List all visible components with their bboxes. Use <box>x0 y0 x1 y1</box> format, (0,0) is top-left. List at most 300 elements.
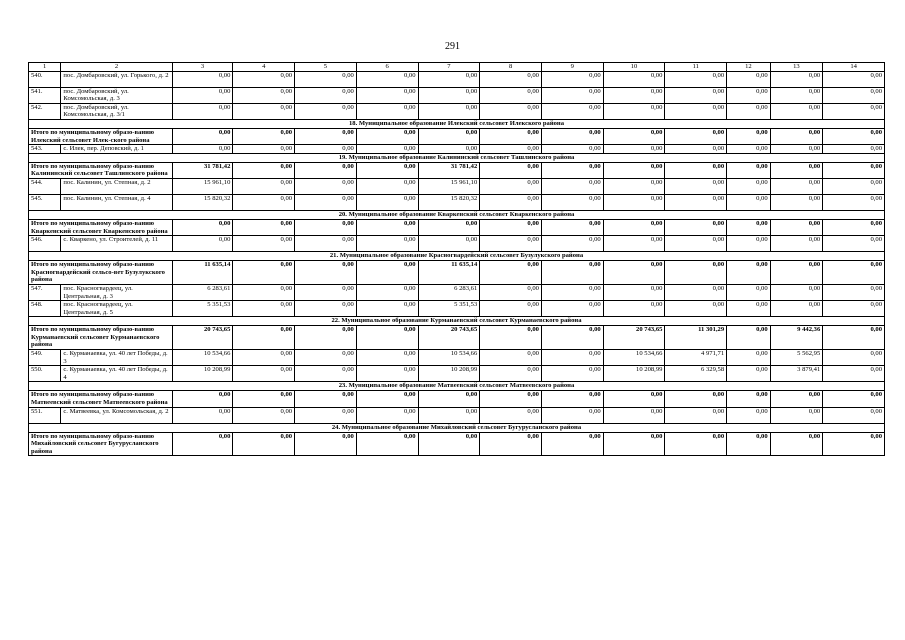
total-value-col-7: 0,00 <box>418 391 480 407</box>
total-value-col-11: 0,00 <box>665 261 727 285</box>
cost-value-col-12: 0,00 <box>727 407 771 423</box>
building-address: пос. Домбаровский, ул. Комсомольская, д. 3/1 <box>61 103 172 119</box>
total-value-col-6: 0,00 <box>356 219 418 235</box>
cost-value-col-9: 0,00 <box>541 350 603 366</box>
total-value-col-5: 0,00 <box>295 162 357 178</box>
cost-value-col-11: 6 329,58 <box>665 366 727 382</box>
total-label: Итого по муниципальному образо-ванию Красногвардейский сельсо-вет Бузулукского района <box>29 261 173 285</box>
section-header-row <box>29 119 885 128</box>
cost-value-col-12: 0,00 <box>727 350 771 366</box>
municipality-total-row <box>29 391 885 407</box>
total-value-col-12: 0,00 <box>727 128 771 144</box>
row-number: 550. <box>29 366 61 382</box>
cost-value-col-11: 0,00 <box>665 103 727 119</box>
cost-value-col-7: 0,00 <box>418 87 480 103</box>
table-row <box>29 284 885 300</box>
cost-value-col-3: 6 283,61 <box>172 284 233 300</box>
cost-value-col-3: 0,00 <box>172 71 233 87</box>
cost-value-col-12: 0,00 <box>727 71 771 87</box>
municipality-total-row <box>29 432 885 456</box>
total-value-col-7: 31 781,42 <box>418 162 480 178</box>
cost-value-col-5: 0,00 <box>295 236 357 252</box>
section-header-row <box>29 317 885 326</box>
cost-value-col-13: 0,00 <box>770 145 823 154</box>
cost-value-col-10: 0,00 <box>603 284 665 300</box>
cost-value-col-7: 0,00 <box>418 71 480 87</box>
section-header-row <box>29 210 885 219</box>
total-value-col-4: 0,00 <box>233 432 295 456</box>
section-title: 24. Муниципальное образование Михайловский сельсовет Бугурусланского района <box>29 423 885 432</box>
cost-value-col-14: 0,00 <box>823 145 885 154</box>
cost-value-col-7: 10 208,99 <box>418 366 480 382</box>
row-number: 546. <box>29 236 61 252</box>
cost-value-col-14: 0,00 <box>823 194 885 210</box>
cost-value-col-14: 0,00 <box>823 407 885 423</box>
cost-value-col-10: 0,00 <box>603 145 665 154</box>
municipality-total-row <box>29 162 885 178</box>
cost-value-col-3: 0,00 <box>172 87 233 103</box>
total-value-col-10: 0,00 <box>603 128 665 144</box>
cost-value-col-3: 0,00 <box>172 407 233 423</box>
total-value-col-3: 0,00 <box>172 432 233 456</box>
total-value-col-8: 0,00 <box>480 162 542 178</box>
total-value-col-3: 0,00 <box>172 128 233 144</box>
cost-value-col-10: 0,00 <box>603 178 665 194</box>
total-value-col-14: 0,00 <box>823 128 885 144</box>
cost-value-col-12: 0,00 <box>727 103 771 119</box>
cost-value-col-3: 0,00 <box>172 145 233 154</box>
municipality-total-row <box>29 219 885 235</box>
total-value-col-5: 0,00 <box>295 128 357 144</box>
row-number: 551. <box>29 407 61 423</box>
section-header-row <box>29 382 885 391</box>
total-value-col-9: 0,00 <box>541 326 603 350</box>
section-header-row <box>29 153 885 162</box>
total-value-col-14: 0,00 <box>823 261 885 285</box>
cost-value-col-6: 0,00 <box>356 350 418 366</box>
total-value-col-12: 0,00 <box>727 391 771 407</box>
cost-value-col-8: 0,00 <box>480 145 542 154</box>
building-address: пос. Красногвардеец, ул. Центральная, д. 5 <box>61 301 172 317</box>
cost-value-col-9: 0,00 <box>541 194 603 210</box>
total-value-col-10: 20 743,65 <box>603 326 665 350</box>
total-value-col-13: 9 442,36 <box>770 326 823 350</box>
total-value-col-8: 0,00 <box>480 128 542 144</box>
cost-value-col-4: 0,00 <box>233 87 295 103</box>
total-value-col-3: 31 781,42 <box>172 162 233 178</box>
cost-value-col-3: 0,00 <box>172 236 233 252</box>
total-value-col-11: 0,00 <box>665 128 727 144</box>
cost-value-col-6: 0,00 <box>356 236 418 252</box>
cost-value-col-7: 0,00 <box>418 236 480 252</box>
total-value-col-5: 0,00 <box>295 219 357 235</box>
building-address: с. Илек, пер. Деповский, д. 1 <box>61 145 172 154</box>
cost-value-col-13: 5 562,95 <box>770 350 823 366</box>
total-value-col-14: 0,00 <box>823 391 885 407</box>
table-row <box>29 103 885 119</box>
cost-value-col-5: 0,00 <box>295 178 357 194</box>
cost-value-col-10: 10 534,66 <box>603 350 665 366</box>
building-address: пос. Домбаровский, ул. Горького, д. 2 <box>61 71 172 87</box>
cost-value-col-10: 0,00 <box>603 236 665 252</box>
building-address: пос. Домбаровский, ул. Комсомольская, д. 3 <box>61 87 172 103</box>
cost-value-col-8: 0,00 <box>480 350 542 366</box>
total-value-col-8: 0,00 <box>480 219 542 235</box>
cost-value-col-5: 0,00 <box>295 145 357 154</box>
total-value-col-10: 0,00 <box>603 162 665 178</box>
cost-value-col-10: 10 208,99 <box>603 366 665 382</box>
register-table-body <box>29 63 885 456</box>
cost-value-col-11: 0,00 <box>665 71 727 87</box>
cost-value-col-5: 0,00 <box>295 284 357 300</box>
section-title: 19. Муниципальное образование Калининский сельсовет Ташлинского района <box>29 153 885 162</box>
total-value-col-7: 11 635,14 <box>418 261 480 285</box>
cost-value-col-3: 15 961,10 <box>172 178 233 194</box>
cost-value-col-6: 0,00 <box>356 301 418 317</box>
row-number: 545. <box>29 194 61 210</box>
cost-value-col-6: 0,00 <box>356 284 418 300</box>
building-address: пос. Калинин, ул. Степная, д. 2 <box>61 178 172 194</box>
section-title: 23. Муниципальное образование Матвеевский сельсовет Матвеевского района <box>29 382 885 391</box>
total-value-col-4: 0,00 <box>233 326 295 350</box>
total-value-col-13: 0,00 <box>770 391 823 407</box>
total-value-col-10: 0,00 <box>603 219 665 235</box>
cost-value-col-11: 0,00 <box>665 87 727 103</box>
total-value-col-12: 0,00 <box>727 162 771 178</box>
cost-value-col-12: 0,00 <box>727 284 771 300</box>
cost-value-col-11: 0,00 <box>665 178 727 194</box>
cost-value-col-11: 0,00 <box>665 407 727 423</box>
cost-value-col-8: 0,00 <box>480 194 542 210</box>
total-value-col-8: 0,00 <box>480 326 542 350</box>
cost-value-col-13: 0,00 <box>770 301 823 317</box>
cost-value-col-4: 0,00 <box>233 236 295 252</box>
cost-value-col-9: 0,00 <box>541 145 603 154</box>
cost-value-col-11: 0,00 <box>665 301 727 317</box>
cost-value-col-6: 0,00 <box>356 407 418 423</box>
table-row <box>29 194 885 210</box>
total-value-col-7: 0,00 <box>418 219 480 235</box>
cost-value-col-5: 0,00 <box>295 194 357 210</box>
total-value-col-11: 11 301,29 <box>665 326 727 350</box>
cost-value-col-6: 0,00 <box>356 178 418 194</box>
column-number-8: 8 <box>480 63 542 72</box>
table-row <box>29 407 885 423</box>
cost-value-col-4: 0,00 <box>233 284 295 300</box>
total-value-col-13: 0,00 <box>770 128 823 144</box>
total-value-col-6: 0,00 <box>356 432 418 456</box>
column-number-12: 12 <box>727 63 771 72</box>
total-label: Итого по муниципальному образо-ванию Матвеевский сельсовет Матвеевского района <box>29 391 173 407</box>
cost-value-col-9: 0,00 <box>541 407 603 423</box>
column-number-9: 9 <box>541 63 603 72</box>
total-value-col-11: 0,00 <box>665 219 727 235</box>
table-row <box>29 236 885 252</box>
cost-value-col-9: 0,00 <box>541 71 603 87</box>
column-number-11: 11 <box>665 63 727 72</box>
section-header-row <box>29 252 885 261</box>
cost-value-col-13: 0,00 <box>770 236 823 252</box>
column-number-4: 4 <box>233 63 295 72</box>
table-row <box>29 71 885 87</box>
column-number-6: 6 <box>356 63 418 72</box>
total-value-col-3: 20 743,65 <box>172 326 233 350</box>
cost-value-col-10: 0,00 <box>603 87 665 103</box>
cost-value-col-5: 0,00 <box>295 350 357 366</box>
cost-value-col-13: 0,00 <box>770 284 823 300</box>
cost-value-col-14: 0,00 <box>823 178 885 194</box>
total-value-col-9: 0,00 <box>541 128 603 144</box>
total-label: Итого по муниципальному образо-ванию Илекский сельсовет Илек-ского района <box>29 128 173 144</box>
cost-value-col-3: 0,00 <box>172 103 233 119</box>
municipality-total-row <box>29 128 885 144</box>
cost-value-col-5: 0,00 <box>295 87 357 103</box>
total-value-col-8: 0,00 <box>480 391 542 407</box>
total-value-col-9: 0,00 <box>541 261 603 285</box>
row-number: 540. <box>29 71 61 87</box>
total-value-col-10: 0,00 <box>603 261 665 285</box>
cost-value-col-9: 0,00 <box>541 87 603 103</box>
cost-value-col-7: 5 351,53 <box>418 301 480 317</box>
cost-value-col-9: 0,00 <box>541 178 603 194</box>
cost-value-col-4: 0,00 <box>233 407 295 423</box>
register-table <box>28 62 885 456</box>
column-number-13: 13 <box>770 63 823 72</box>
cost-value-col-10: 0,00 <box>603 103 665 119</box>
building-address: пос. Красногвардеец, ул. Центральная, д. 3 <box>61 284 172 300</box>
section-title: 20. Муниципальное образование Кваркенский сельсовет Кваркенского района <box>29 210 885 219</box>
cost-value-col-4: 0,00 <box>233 350 295 366</box>
cost-value-col-10: 0,00 <box>603 301 665 317</box>
cost-value-col-12: 0,00 <box>727 301 771 317</box>
total-value-col-4: 0,00 <box>233 261 295 285</box>
total-value-col-6: 0,00 <box>356 162 418 178</box>
cost-value-col-8: 0,00 <box>480 103 542 119</box>
cost-value-col-12: 0,00 <box>727 178 771 194</box>
cost-value-col-13: 3 879,41 <box>770 366 823 382</box>
cost-value-col-9: 0,00 <box>541 103 603 119</box>
total-value-col-9: 0,00 <box>541 219 603 235</box>
cost-value-col-12: 0,00 <box>727 145 771 154</box>
row-number: 547. <box>29 284 61 300</box>
total-value-col-7: 0,00 <box>418 128 480 144</box>
cost-value-col-10: 0,00 <box>603 407 665 423</box>
cost-value-col-6: 0,00 <box>356 366 418 382</box>
cost-value-col-5: 0,00 <box>295 71 357 87</box>
total-value-col-6: 0,00 <box>356 391 418 407</box>
row-number: 548. <box>29 301 61 317</box>
total-value-col-8: 0,00 <box>480 432 542 456</box>
total-label: Итого по муниципальному образо-ванию Курманаевский сельсовет Курманаевского района <box>29 326 173 350</box>
column-number-10: 10 <box>603 63 665 72</box>
cost-value-col-4: 0,00 <box>233 103 295 119</box>
table-row <box>29 145 885 154</box>
cost-value-col-13: 0,00 <box>770 407 823 423</box>
building-address: пос. Калинин, ул. Степная, д. 4 <box>61 194 172 210</box>
total-label: Итого по муниципальному образо-ванию Кваркенский сельсовет Кваркенского района <box>29 219 173 235</box>
total-value-col-4: 0,00 <box>233 128 295 144</box>
total-value-col-13: 0,00 <box>770 162 823 178</box>
cost-value-col-5: 0,00 <box>295 301 357 317</box>
column-number-1: 1 <box>29 63 61 72</box>
total-value-col-11: 0,00 <box>665 162 727 178</box>
cost-value-col-8: 0,00 <box>480 71 542 87</box>
cost-value-col-11: 4 971,71 <box>665 350 727 366</box>
total-value-col-5: 0,00 <box>295 391 357 407</box>
cost-value-col-8: 0,00 <box>480 366 542 382</box>
total-value-col-10: 0,00 <box>603 432 665 456</box>
building-address: с. Кваркено, ул. Строителей, д. 11 <box>61 236 172 252</box>
page-number: 291 <box>445 41 460 52</box>
cost-value-col-14: 0,00 <box>823 236 885 252</box>
cost-value-col-8: 0,00 <box>480 236 542 252</box>
total-value-col-7: 20 743,65 <box>418 326 480 350</box>
cost-value-col-13: 0,00 <box>770 87 823 103</box>
column-number-14: 14 <box>823 63 885 72</box>
total-value-col-6: 0,00 <box>356 261 418 285</box>
column-number-7: 7 <box>418 63 480 72</box>
cost-value-col-13: 0,00 <box>770 178 823 194</box>
cost-value-col-5: 0,00 <box>295 366 357 382</box>
cost-value-col-7: 15 961,10 <box>418 178 480 194</box>
column-number-header-row <box>29 63 885 72</box>
total-label: Итого по муниципальному образо-ванию Михайловский сельсовет Бугурусланского района <box>29 432 173 456</box>
cost-value-col-9: 0,00 <box>541 284 603 300</box>
section-title: 18. Муниципальное образование Илекский сельсовет Илекского района <box>29 119 885 128</box>
cost-value-col-11: 0,00 <box>665 145 727 154</box>
cost-value-col-12: 0,00 <box>727 236 771 252</box>
total-value-col-3: 11 635,14 <box>172 261 233 285</box>
total-value-col-7: 0,00 <box>418 432 480 456</box>
cost-value-col-13: 0,00 <box>770 103 823 119</box>
total-value-col-14: 0,00 <box>823 432 885 456</box>
total-value-col-5: 0,00 <box>295 326 357 350</box>
building-address: с. Курманаевка, ул. 40 лет Победы, д. 4 <box>61 366 172 382</box>
cost-value-col-9: 0,00 <box>541 236 603 252</box>
cost-value-col-4: 0,00 <box>233 194 295 210</box>
cost-value-col-8: 0,00 <box>480 301 542 317</box>
total-value-col-13: 0,00 <box>770 261 823 285</box>
total-value-col-6: 0,00 <box>356 326 418 350</box>
total-value-col-14: 0,00 <box>823 326 885 350</box>
municipality-total-row <box>29 261 885 285</box>
cost-value-col-3: 15 820,32 <box>172 194 233 210</box>
total-value-col-3: 0,00 <box>172 219 233 235</box>
cost-value-col-3: 10 534,66 <box>172 350 233 366</box>
row-number: 544. <box>29 178 61 194</box>
cost-value-col-11: 0,00 <box>665 284 727 300</box>
municipality-total-row <box>29 326 885 350</box>
row-number: 542. <box>29 103 61 119</box>
building-address: с. Курманаевка, ул. 40 лет Победы, д. 3 <box>61 350 172 366</box>
cost-value-col-14: 0,00 <box>823 71 885 87</box>
total-value-col-4: 0,00 <box>233 162 295 178</box>
total-value-col-12: 0,00 <box>727 326 771 350</box>
cost-value-col-10: 0,00 <box>603 71 665 87</box>
section-header-row <box>29 423 885 432</box>
column-number-3: 3 <box>172 63 233 72</box>
cost-value-col-8: 0,00 <box>480 284 542 300</box>
cost-value-col-3: 5 351,53 <box>172 301 233 317</box>
cost-value-col-14: 0,00 <box>823 87 885 103</box>
cost-value-col-14: 0,00 <box>823 103 885 119</box>
section-title: 21. Муниципальное образование Красногвардейский сельсовет Бузулукского района <box>29 252 885 261</box>
row-number: 549. <box>29 350 61 366</box>
row-number: 543. <box>29 145 61 154</box>
cost-value-col-4: 0,00 <box>233 178 295 194</box>
column-number-5: 5 <box>295 63 357 72</box>
table-row <box>29 350 885 366</box>
total-value-col-9: 0,00 <box>541 391 603 407</box>
total-value-col-12: 0,00 <box>727 219 771 235</box>
total-value-col-13: 0,00 <box>770 432 823 456</box>
cost-value-col-6: 0,00 <box>356 145 418 154</box>
total-value-col-4: 0,00 <box>233 219 295 235</box>
cost-value-col-6: 0,00 <box>356 87 418 103</box>
cost-value-col-5: 0,00 <box>295 103 357 119</box>
total-value-col-12: 0,00 <box>727 261 771 285</box>
total-value-col-11: 0,00 <box>665 391 727 407</box>
cost-value-col-4: 0,00 <box>233 366 295 382</box>
cost-value-col-14: 0,00 <box>823 284 885 300</box>
total-value-col-6: 0,00 <box>356 128 418 144</box>
cost-value-col-14: 0,00 <box>823 366 885 382</box>
cost-value-col-7: 0,00 <box>418 145 480 154</box>
row-number: 541. <box>29 87 61 103</box>
total-value-col-3: 0,00 <box>172 391 233 407</box>
table-row <box>29 178 885 194</box>
cost-value-col-5: 0,00 <box>295 407 357 423</box>
cost-value-col-4: 0,00 <box>233 71 295 87</box>
cost-value-col-8: 0,00 <box>480 178 542 194</box>
total-value-col-13: 0,00 <box>770 219 823 235</box>
total-value-col-12: 0,00 <box>727 432 771 456</box>
cost-value-col-8: 0,00 <box>480 407 542 423</box>
total-value-col-4: 0,00 <box>233 391 295 407</box>
cost-value-col-3: 10 208,99 <box>172 366 233 382</box>
total-value-col-5: 0,00 <box>295 432 357 456</box>
section-title: 22. Муниципальное образование Курманаевский сельсовет Курманаевского района <box>29 317 885 326</box>
cost-value-col-11: 0,00 <box>665 236 727 252</box>
cost-value-col-14: 0,00 <box>823 301 885 317</box>
cost-value-col-12: 0,00 <box>727 87 771 103</box>
total-value-col-11: 0,00 <box>665 432 727 456</box>
cost-value-col-12: 0,00 <box>727 194 771 210</box>
total-value-col-9: 0,00 <box>541 432 603 456</box>
cost-value-col-14: 0,00 <box>823 350 885 366</box>
total-value-col-14: 0,00 <box>823 162 885 178</box>
cost-value-col-7: 0,00 <box>418 407 480 423</box>
cost-value-col-10: 0,00 <box>603 194 665 210</box>
total-value-col-8: 0,00 <box>480 261 542 285</box>
cost-value-col-6: 0,00 <box>356 103 418 119</box>
total-value-col-10: 0,00 <box>603 391 665 407</box>
cost-value-col-4: 0,00 <box>233 301 295 317</box>
building-address: с. Матвеевка, ул. Комсомольская, д. 2 <box>61 407 172 423</box>
table-row <box>29 301 885 317</box>
table-row <box>29 87 885 103</box>
table-row <box>29 366 885 382</box>
cost-value-col-8: 0,00 <box>480 87 542 103</box>
total-value-col-5: 0,00 <box>295 261 357 285</box>
total-value-col-14: 0,00 <box>823 219 885 235</box>
cost-value-col-7: 0,00 <box>418 103 480 119</box>
cost-value-col-9: 0,00 <box>541 301 603 317</box>
cost-value-col-6: 0,00 <box>356 71 418 87</box>
column-number-2: 2 <box>61 63 172 72</box>
cost-value-col-12: 0,00 <box>727 366 771 382</box>
cost-value-col-9: 0,00 <box>541 366 603 382</box>
